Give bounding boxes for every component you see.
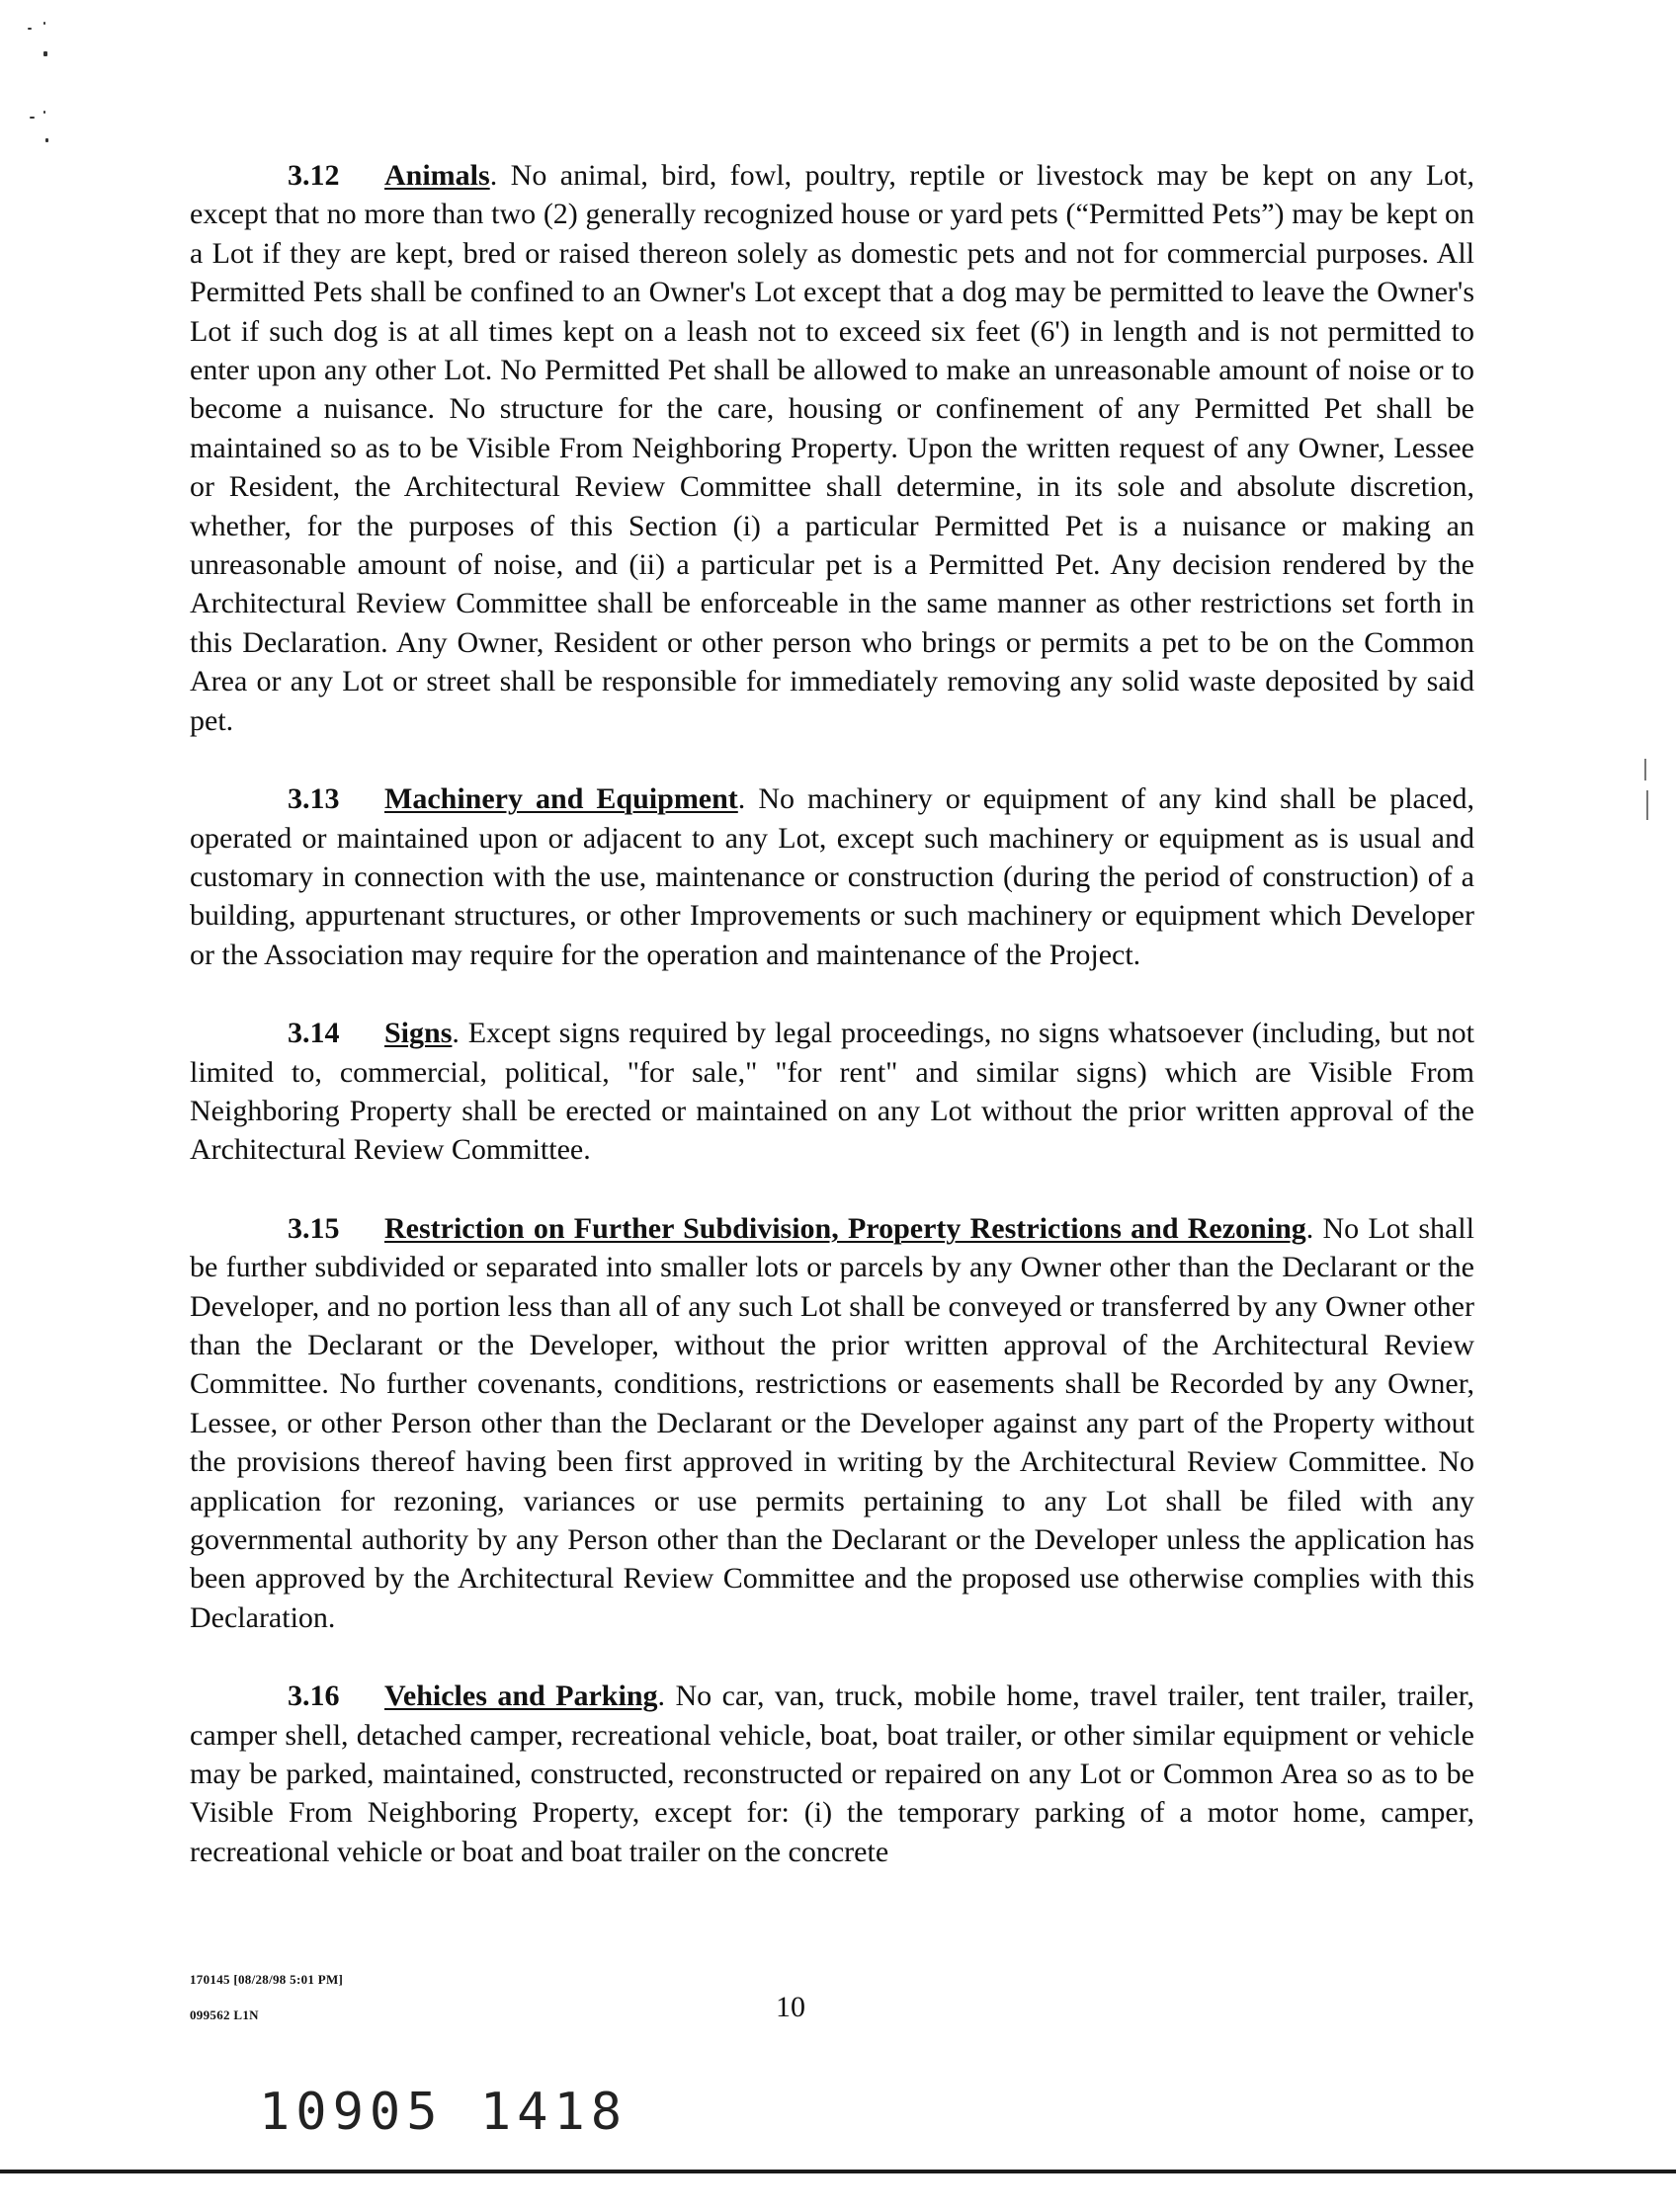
- scan-speck: [30, 117, 35, 119]
- section-3-12: [190, 156, 1474, 740]
- scan-speck: [28, 28, 32, 30]
- section-3-14: [190, 1014, 1474, 1170]
- section-title: Restriction on Further Subdivision, Property Restrictions and Rezoning: [384, 1211, 1306, 1245]
- section-body: . No animal, bird, fowl, poultry, reptile or livestock may be kept on any Lot, except that no more than two (2) generally recognized house or yard pets (“Permitted Pets”) may be kept on a Lot if they are kept, bred or raised thereon solely as domestic pets and not for commercial purposes. All Permitted Pets shall be confined to an Owner's Lot except that a dog may be permitted to leave the Owner's Lot if such dog is at all times kept on a leash not to exceed six feet (6') in length and is not permitted to enter upon any other Lot. No Permitted Pet shall be allowed to make an unreasonable amount of noise or to become a nuisance. No structure for the care, housing or confinement of any Permitted Pet shall be maintained so as to be Visible From Neighboring Property. Upon the written request of any Owner, Lessee or Resident, the Architectural Review Committee shall determine, in its sole and absolute discretion, whether, for the purposes of this Section (i) a particular Permitted Pet is a nuisance or making an unreasonable amount of noise, and (ii) a particular pet is a Permitted Pet. Any decision rendered by the Architectural Review Committee shall be enforceable in the same manner as other restrictions set forth in this Declaration. Any Owner, Resident or other person who brings or permits a pet to be on the Common Area or any Lot or street shall be responsible for immediately removing any solid waste deposited by said pet.: [190, 159, 1474, 737]
- scan-speck: [45, 138, 48, 142]
- section-body: . No car, van, truck, mobile home, travel trailer, tent trailer, trailer, camper shell, detached camper, recreational vehicle, boat, boat trailer, or other similar equipment or vehicle may be parked, maintained, constructed, reconstructed or repaired on any Lot or Common Area so as to be Visible From Neighboring Property, except for: (i) the temporary parking of a motor home, camper, recreational vehicle or boat and boat trailer on the concrete: [190, 1679, 1474, 1868]
- section-body: . No machinery or equipment of any kind shall be placed, operated or maintained upon or adjacent to any Lot, except such machinery or equipment as is usual and customary in connection with the use, maintenance or construction (during the period of construction) of a building, appurtenant structures, or other Improvements or such machinery or equipment which Developer or the Association may require for the operation and maintenance of the Project.: [190, 782, 1474, 971]
- section-body: . Except signs required by legal proceedings, no signs whatsoever (including, but not limited to, commercial, political, "for sale," "for rent" and similar signs) which are Visible From Neighboring Property shall be erected or maintained on any Lot without the prior written approval of the Architectural Review Committee.: [190, 1017, 1474, 1167]
- section-number: 3.12: [288, 159, 340, 192]
- section-3-16: [190, 1677, 1474, 1871]
- section-number: 3.14: [288, 1017, 340, 1050]
- section-body: . No Lot shall be further subdivided or separated into smaller lots or parcels by any Owner other than the Declarant or the Developer, and no portion less than all of any such Lot shall be conveyed or transferred by any Owner other than the Declarant or the Developer, without the prior written approval of the Architectural Review Committee. No further covenants, conditions, restrictions or easements shall be Recorded by any Owner, Lessee, or other Person other than the Declarant or the Developer against any part of the Property without the provisions thereof having been first approved in writing by the Architectural Review Committee. No application for rezoning, variances or use permits pertaining to any Lot shall be filed with any governmental authority by any Person other than the Declarant or the Developer unless the application has been approved by the Architectural Review Committee and the proposed use otherwise complies with this Declaration.: [190, 1211, 1474, 1634]
- scan-edge-mark: [1646, 790, 1648, 820]
- section-title: Machinery and Equipment: [384, 782, 738, 816]
- scan-edge-mark: [1644, 759, 1646, 780]
- section-number: 3.16: [288, 1679, 340, 1713]
- footer-doc-code: 170145 [08/28/98 5:01 PM]: [190, 1972, 344, 1987]
- recording-stamp: 10905 1418: [259, 2083, 628, 2142]
- section-number: 3.13: [288, 782, 340, 816]
- scan-speck: [43, 22, 45, 25]
- section-title: Signs: [384, 1017, 453, 1050]
- section-title: Animals: [384, 159, 490, 192]
- section-3-13: [190, 779, 1474, 974]
- scan-speck: [43, 111, 45, 114]
- section-title: Vehicles and Parking: [384, 1679, 658, 1713]
- page-number: 10: [776, 1991, 805, 2023]
- section-3-15: [190, 1209, 1474, 1637]
- document-body: [190, 156, 1474, 1911]
- footer-file-code: 099562 L1N: [190, 2007, 259, 2022]
- scan-speck: [43, 51, 47, 56]
- bottom-rule: [0, 2170, 1676, 2173]
- section-number: 3.15: [288, 1211, 340, 1245]
